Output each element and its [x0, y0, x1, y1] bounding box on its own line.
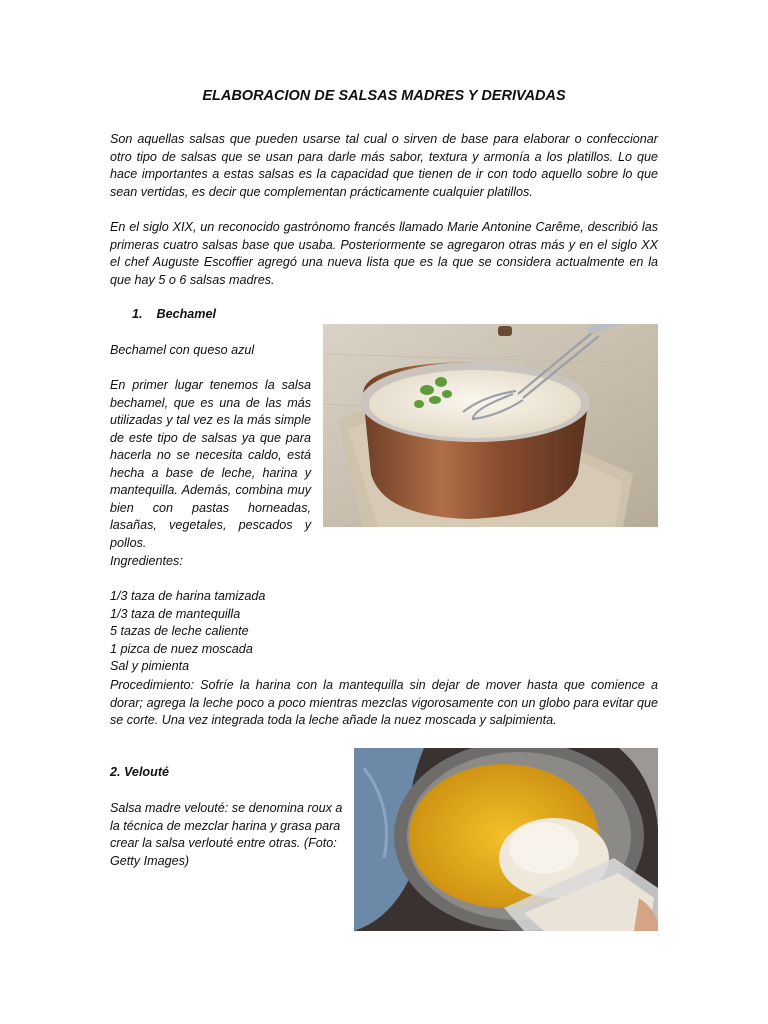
intro-paragraph-2: En el siglo XIX, un reconocido gastrónomo francés llamado Marie Antonine Carême, describió las primeras cuatro salsas base que usaba. Posteriormente se agregaron otras más y en el siglo XX el chef Auguste Escoffier agregó una nueva lista que es la que se considera actualmente en la que hay 5 o 6 salsas madres. — [110, 220, 658, 287]
veloute-photo — [354, 748, 658, 931]
veloute-caption: Salsa madre velouté: se denomina roux a la técnica de mezclar harina y grasa para crear la salsa verlouté entre otras. (Foto: Getty Images) — [110, 801, 343, 868]
section-heading-bechamel: 1. Bechamel — [132, 307, 216, 321]
bechamel-description: En primer lugar tenemos la salsa bechamel, que es una de las más utilizadas y tal vez es la más simple de este tipo de salsas ya que para hacerla no se necesita caldo, está hecha a base de leche, harina y mantequilla. Además, combina muy bien con pastas horneadas, lasañas, vegetales, pescados y pollos. — [110, 378, 311, 550]
ingredients-list — [110, 588, 265, 676]
intro-paragraph-1: Son aquellas salsas que pueden usarse tal cual o sirven de base para elaborar o confeccionar otro tipo de salsas que se usan para darle más sabor, textura y armonía a los platillos. Lo que hace importantes a estas salsas es la capacidad que tienen de ir con todo aquello sobre lo que sean vertidas, es decir que complementan prácticamente cualquier platillos. — [110, 132, 658, 199]
bechamel-procedure: Procedimiento: Sofríe la harina con la mantequilla sin dejar de mover hasta que comience a dorar; agrega la leche poco a poco mientras mezclas vigorosamente con un globo para evitar que se corte. Una vez integrada toda la leche añade la nuez moscada y salpimienta. — [110, 678, 658, 727]
ingredients-label: Ingredientes: — [110, 554, 183, 568]
bechamel-photo — [323, 324, 658, 527]
ingredient-item: 1/3 taza de mantequilla — [110, 606, 241, 621]
ingredient-item: 1/3 taza de harina tamizada — [110, 589, 266, 603]
section-heading-veloute: 2. Velouté — [110, 765, 170, 779]
ingredient-item: 5 tazas de leche caliente — [110, 624, 249, 638]
ingredient-item: Sal y pimienta — [110, 659, 190, 673]
page-title: ELABORACION DE SALSAS MADRES Y DERIVADAS — [202, 88, 566, 104]
ingredient-item: 1 pizca de nuez moscada — [110, 641, 253, 656]
bechamel-caption: Bechamel con queso azul — [110, 343, 255, 357]
